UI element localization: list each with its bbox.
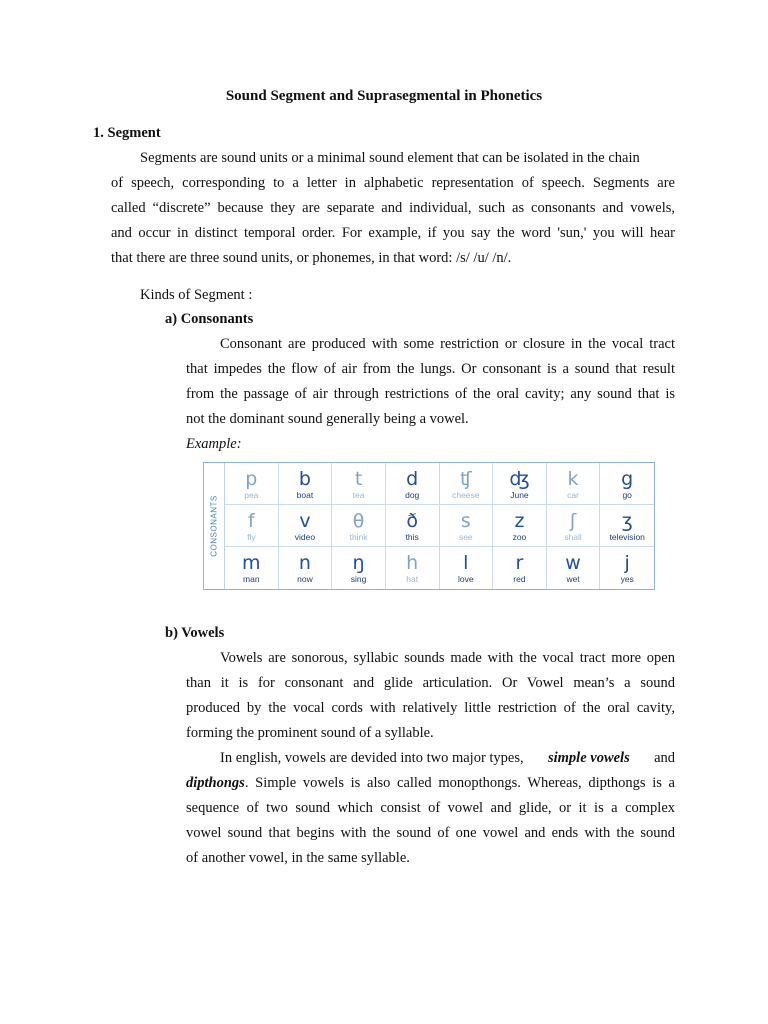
- consonant-cell: [600, 463, 654, 505]
- phoneme-symbol: ʧ: [460, 468, 472, 490]
- example-word: yes: [620, 574, 634, 584]
- consonant-cell: [386, 547, 440, 589]
- phoneme-symbol: ʃ: [569, 510, 577, 532]
- vowels-para-line: Vowels are sonorous, syllabic sounds made with the vocal tract more open: [220, 650, 675, 666]
- segment-para-line: Segments are sound units or a minimal sound element that can be isolated in the chain: [140, 150, 640, 166]
- vowels-heading: b) Vowels: [165, 625, 225, 641]
- example-word: this: [405, 532, 419, 542]
- example-word: June: [510, 490, 529, 500]
- consonant-cell: [493, 463, 547, 505]
- example-word: tea: [352, 490, 365, 500]
- phoneme-symbol: z: [514, 510, 525, 532]
- example-word: zoo: [512, 532, 527, 542]
- segment-heading: 1. Segment: [93, 125, 161, 141]
- example-word: think: [349, 532, 368, 542]
- example-word: fly: [247, 532, 256, 542]
- consonants-para-line: Consonant are produced with some restriction or closure in the vocal tract: [220, 336, 675, 352]
- vowels-para2-line1: [220, 748, 675, 768]
- phoneme-symbol: f: [247, 510, 255, 532]
- example-word: boat: [296, 490, 314, 500]
- phoneme-symbol: ʤ: [509, 468, 530, 490]
- phoneme-symbol: t: [354, 468, 363, 490]
- dipthongs-term: dipthongs: [186, 775, 245, 791]
- vowels-para2-line2: [186, 773, 675, 793]
- example-word: man: [243, 574, 260, 584]
- segment-para-line: called “discrete” because they are separate and individual, such as consonants and vowels,: [111, 200, 675, 216]
- vowels-text: In english, vowels are devided into two major types,: [220, 750, 524, 766]
- phoneme-symbol: θ: [352, 510, 365, 532]
- consonant-cell: [332, 547, 386, 589]
- consonant-cell: [600, 547, 654, 589]
- example-word: wet: [566, 574, 580, 584]
- phoneme-symbol: b: [298, 468, 311, 490]
- example-word: dog: [405, 490, 420, 500]
- consonant-cell: [547, 463, 601, 505]
- example-word: pea: [244, 490, 259, 500]
- vowels-text: . Simple vowels is also called monopthongs. Whereas, dipthongs is a: [244, 775, 675, 791]
- consonant-cell: [279, 505, 333, 547]
- example-word: hat: [406, 574, 419, 584]
- consonants-para-line: that impedes the flow of air from the lungs. Or consonant is a sound that result: [186, 361, 675, 377]
- example-word: television: [609, 532, 645, 542]
- phoneme-symbol: ʒ: [621, 510, 633, 532]
- consonant-cell: [225, 463, 279, 505]
- vowels-para-line: produced by the vocal cords with relatively little restriction of the oral cavity,: [186, 700, 675, 716]
- phoneme-symbol: g: [621, 468, 634, 490]
- example-word: shall: [564, 532, 582, 542]
- consonants-para-line: not the dominant sound generally being a vowel.: [186, 411, 469, 427]
- example-word: video: [294, 532, 316, 542]
- example-word: see: [458, 532, 473, 542]
- segment-para-line: that there are three sound units, or phonemes, in that word: /s/ /u/ /n/.: [111, 250, 512, 266]
- phoneme-symbol: s: [460, 510, 471, 532]
- phoneme-symbol: ð: [406, 510, 418, 532]
- page-title: Sound Segment and Suprasegmental in Phonetics: [225, 88, 543, 104]
- consonant-cell: [225, 547, 279, 589]
- chart-side-label: [204, 463, 225, 589]
- segment-para-line: and occur in distinct temporal order. For example, if you say the word 'sun,' you will hear: [111, 225, 675, 241]
- phoneme-symbol: r: [515, 552, 524, 574]
- consonants-para-line: from the passage of air through restrictions of the oral cavity; any sound that is: [186, 386, 675, 402]
- consonant-cell: [332, 505, 386, 547]
- consonant-cell: [279, 463, 333, 505]
- simple-vowels-term: simple vowels: [547, 750, 630, 766]
- consonant-cell: [225, 505, 279, 547]
- phoneme-symbol: n: [298, 552, 311, 574]
- example-word: now: [297, 574, 313, 584]
- vowels-para-line: of another vowel, in the same syllable.: [186, 850, 410, 866]
- phoneme-symbol: v: [299, 510, 311, 532]
- vowels-para-line: forming the prominent sound of a syllable.: [186, 725, 434, 741]
- vowels-para-line: than it is for consonant and glide articulation. Or Vowel mean’s a sound: [186, 675, 675, 691]
- segment-para-line: of speech, corresponding to a letter in alphabetic representation of speech. Segments are: [111, 175, 675, 191]
- consonant-cell: [493, 505, 547, 547]
- consonant-cell: [279, 547, 333, 589]
- consonant-cell: [386, 463, 440, 505]
- kinds-of-segment: Kinds of Segment :: [140, 287, 253, 303]
- consonant-cell: [547, 505, 601, 547]
- consonant-cell: [440, 505, 494, 547]
- consonant-chart: [203, 462, 655, 590]
- phoneme-symbol: ŋ: [352, 552, 365, 574]
- example-word: go: [622, 490, 632, 500]
- consonant-cell: [440, 463, 494, 505]
- phoneme-symbol: m: [242, 552, 261, 574]
- chart-side-text: CONSONANTS: [209, 495, 219, 557]
- phoneme-symbol: j: [624, 552, 630, 574]
- example-word: sing: [350, 574, 367, 584]
- example-word: cheese: [452, 490, 480, 500]
- consonant-cell: [386, 505, 440, 547]
- consonant-cell: [440, 547, 494, 589]
- vowels-para-line: sequence of two sound which consist of vowel and glide, or it is a complex: [186, 800, 675, 816]
- phoneme-symbol: p: [245, 468, 258, 490]
- consonant-cell: [600, 505, 654, 547]
- consonant-cell: [547, 547, 601, 589]
- example-word: red: [513, 574, 526, 584]
- phoneme-symbol: w: [565, 552, 581, 574]
- vowels-text: and: [654, 750, 675, 766]
- vowels-para-line: vowel sound that begins with the sound of one vowel and ends with the sound: [186, 825, 675, 841]
- example-word: love: [458, 574, 474, 584]
- consonants-heading: a) Consonants: [165, 311, 254, 327]
- example-word: car: [567, 490, 579, 500]
- example-label: Example:: [186, 436, 242, 452]
- consonant-cell: [493, 547, 547, 589]
- consonant-cell: [332, 463, 386, 505]
- phoneme-symbol: l: [463, 552, 469, 574]
- consonant-grid: [225, 463, 654, 589]
- phoneme-symbol: d: [406, 468, 419, 490]
- phoneme-symbol: k: [567, 468, 579, 490]
- phoneme-symbol: h: [406, 552, 419, 574]
